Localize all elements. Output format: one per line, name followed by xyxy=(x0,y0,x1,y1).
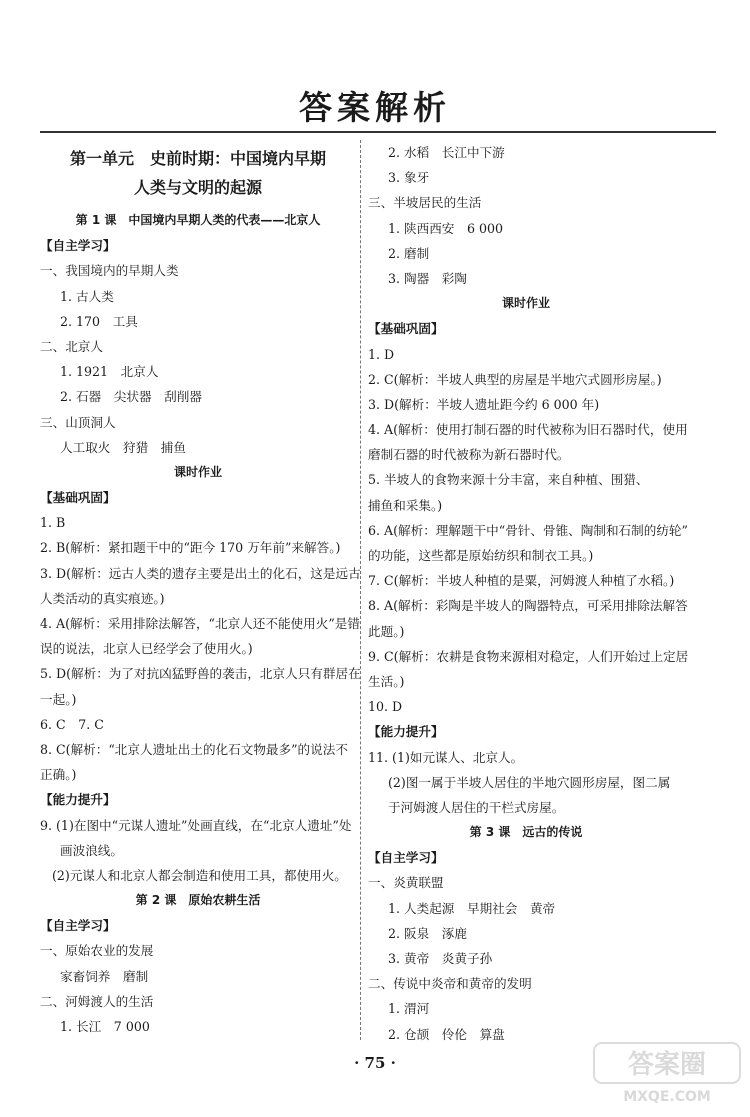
answer-line: 1. 陕西西安 6 000 xyxy=(388,220,504,236)
answer-line: 2. 水稻 长江中下游 xyxy=(388,145,505,160)
answer-line: 3. D(解析：半坡人遗址距今约 6 000 年) xyxy=(368,396,600,412)
answer-line: 一、我国境内的早期人类 xyxy=(40,263,179,279)
unit-title-line-2: 人类与文明的起源 xyxy=(133,178,262,197)
left-column xyxy=(40,140,361,1039)
section-label: 【能力提升】 xyxy=(40,792,116,808)
answer-line: 2. C(解析：半坡人典型的房屋是半地穴式圆形房屋。) xyxy=(368,371,662,387)
answer-line: 于河姆渡人居住的干栏式房屋。 xyxy=(388,799,565,815)
answer-line: 4. A(解析：采用排除法解答，“北京人还不能使用火”是错 xyxy=(40,616,360,631)
answer-line: 5. 半坡人的食物来源十分丰富，来自种植、围猎、 xyxy=(368,472,649,488)
answer-line: 二、北京人 xyxy=(40,338,103,354)
answer-line: (2)元谋人和北京人都会制造和使用工具，都使用火。 xyxy=(52,867,347,883)
unit-title-line-1: 第一单元 史前时期：中国境内早期 xyxy=(69,149,326,168)
lesson-3-heading: 第 3 课 远古的传说 xyxy=(469,825,583,840)
answer-line: 7. C(解析：半坡人种植的是粟，河姆渡人种植了水稻。) xyxy=(368,573,675,589)
answer-line: 2. B(解析：紧扣题干中的“距今 170 万年前”来解答。) xyxy=(40,540,341,556)
column-divider xyxy=(360,140,361,1040)
watermark-logo xyxy=(592,1039,742,1109)
answer-line: 3. D(解析：远古人类的遗存主要是出土的化石，这是远古 xyxy=(40,565,361,581)
answer-line: 2. 仓颉 伶伦 算盘 xyxy=(388,1026,505,1042)
section-label: 【自主学习】 xyxy=(368,850,444,866)
answer-line: 6. C 7. C xyxy=(40,716,104,732)
watermark-text: 答案圈 xyxy=(627,1050,707,1080)
answer-line: 2. 石器 尖状器 刮削器 xyxy=(60,389,202,405)
answer-line: 人类活动的真实痕迹。) xyxy=(40,590,165,606)
answer-line: 此题。) xyxy=(368,623,405,639)
answer-line: 2. 阪泉 涿鹿 xyxy=(388,925,467,941)
answer-line: (2)图一属于半坡人居住的半地穴圆形房屋，图二属 xyxy=(388,774,671,790)
answer-line: 8. C(解析：“北京人遗址出土的化石文物最多”的说法不 xyxy=(40,741,348,757)
answer-line: 二、河姆渡人的生活 xyxy=(40,993,154,1009)
answer-line: 1. 古人类 xyxy=(60,288,114,304)
answer-line: 9. (1)在图中“元谋人遗址”处画直线，在“北京人遗址”处 xyxy=(40,817,352,833)
answer-line: 误的说法，北京人已经学会了使用火。) xyxy=(40,641,253,657)
answer-line: 6. A(解析：理解题干中“骨针、骨锥、陶制和石制的纺轮” xyxy=(368,522,688,538)
section-label: 【能力提升】 xyxy=(368,724,444,740)
answer-line: 1. 长江 7 000 xyxy=(60,1019,150,1034)
answer-line: 一、原始农业的发展 xyxy=(40,943,154,959)
answer-line: 1. 人类起源 早期社会 黄帝 xyxy=(388,900,556,916)
section-label: 【自主学习】 xyxy=(40,918,116,934)
answer-line: 二、传说中炎帝和黄帝的发明 xyxy=(368,976,532,992)
answer-line: 生活。) xyxy=(368,673,405,689)
answer-line: 5. D(解析：为了对抗凶猛野兽的袭击，北京人只有群居在 xyxy=(40,666,361,682)
page-title: 答案解析 xyxy=(299,88,451,127)
answer-line: 三、山顶洞人 xyxy=(40,414,116,430)
answer-line: 家畜饲养 磨制 xyxy=(60,968,149,984)
answer-line: 一起。) xyxy=(40,691,77,707)
answer-line: 磨制石器的时代被称为新石器时代。 xyxy=(368,447,570,463)
section-label: 【基础巩固】 xyxy=(368,321,444,337)
answer-line: 2. 170 工具 xyxy=(60,313,138,329)
answer-line: 1. D xyxy=(368,346,395,362)
answer-line: 人工取火 狩猎 捕鱼 xyxy=(60,439,186,455)
answer-line: 1. 1921 北京人 xyxy=(60,364,159,380)
page-number: · 75 · xyxy=(354,1054,396,1072)
answer-line: 正确。) xyxy=(40,767,77,783)
lesson-2-heading: 第 2 课 原始农耕生活 xyxy=(135,893,261,908)
answer-line: 1. 渭河 xyxy=(388,1001,430,1017)
answer-line: 3. 陶器 彩陶 xyxy=(388,270,467,286)
answer-line: 9. C(解析：农耕是食物来源相对稳定，人们开始过上定居 xyxy=(368,648,689,664)
section-label: 【自主学习】 xyxy=(40,238,116,254)
section-label: 【基础巩固】 xyxy=(40,490,116,506)
answer-line: 3. 黄帝 炎黄子孙 xyxy=(388,951,493,966)
homework-heading: 课时作业 xyxy=(501,296,550,311)
watermark-url: MXQE.COM xyxy=(623,1089,711,1105)
homework-heading: 课时作业 xyxy=(173,464,222,479)
title-rule xyxy=(40,131,716,133)
answer-line: 3. 象牙 xyxy=(388,170,430,186)
answer-line: 的功能，这些都是原始纺织和制衣工具。) xyxy=(368,548,594,563)
answer-line: 8. A(解析：彩陶是半坡人的陶器特点，可采用排除法解答 xyxy=(368,598,688,614)
answer-line: 2. 磨制 xyxy=(388,245,430,261)
answer-line: 三、半坡居民的生活 xyxy=(368,195,482,211)
answer-line: 一、炎黄联盟 xyxy=(368,875,444,891)
answer-line: 捕鱼和采集。) xyxy=(368,497,443,513)
answer-line: 1. B xyxy=(40,515,66,531)
answer-line: 10. D xyxy=(368,699,403,715)
answer-line: 4. A(解析：使用打制石器的时代被称为旧石器时代，使用 xyxy=(368,422,688,438)
right-column xyxy=(368,140,689,1047)
answer-line: 画波浪线。 xyxy=(60,842,123,858)
answer-line: 11. (1)如元谋人、北京人。 xyxy=(368,749,524,765)
lesson-1-heading: 第 1 课 中国境内早期人类的代表——北京人 xyxy=(75,213,321,227)
